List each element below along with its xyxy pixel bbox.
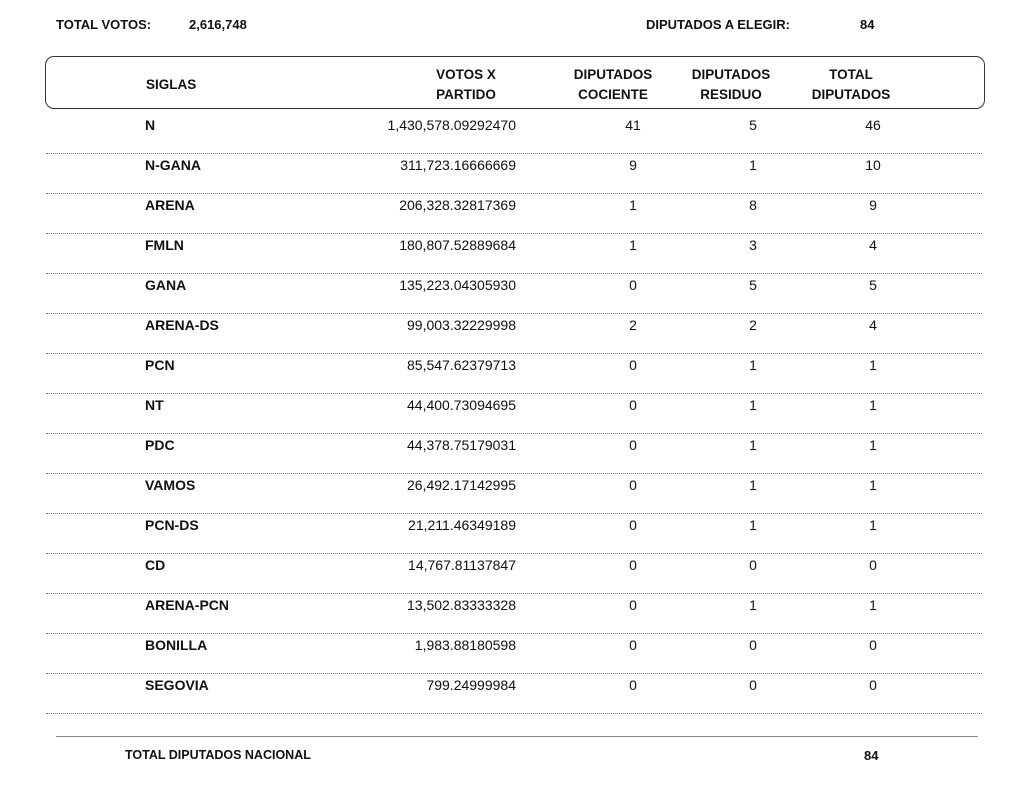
- table-row: [0, 235, 1014, 275]
- diputados-residuo: 1: [749, 477, 757, 493]
- party-sigla: ARENA: [145, 197, 195, 213]
- diputados-residuo: 1: [749, 397, 757, 413]
- header-diputados-cociente: DIPUTADOS COCIENTE: [573, 67, 653, 102]
- diputados-cociente: 0: [629, 677, 637, 693]
- table-row: [0, 275, 1014, 315]
- table-row: [0, 475, 1014, 515]
- table-row: [0, 195, 1014, 235]
- votos-partido: 44,378.75179031: [407, 437, 516, 453]
- table-row: [0, 155, 1014, 195]
- table-row: [0, 515, 1014, 555]
- table-row: [0, 315, 1014, 355]
- diputados-cociente: 41: [625, 117, 641, 133]
- votos-partido: 13,502.83333328: [407, 597, 516, 613]
- total-diputados: 46: [865, 117, 881, 133]
- party-sigla: PDC: [145, 437, 175, 453]
- votos-partido: 1,983.88180598: [414, 637, 516, 653]
- diputados-residuo: 0: [749, 677, 757, 693]
- party-sigla: ARENA-PCN: [145, 597, 229, 613]
- diputados-residuo: 5: [749, 117, 757, 133]
- party-sigla: BONILLA: [145, 637, 208, 653]
- total-diputados: 1: [869, 597, 877, 613]
- party-sigla: ARENA-DS: [145, 317, 219, 333]
- total-diputados: 1: [869, 437, 877, 453]
- diputados-residuo: 1: [749, 517, 757, 533]
- total-diputados: 4: [869, 317, 877, 333]
- diputados-residuo: 8: [749, 197, 757, 213]
- total-diputados: 1: [869, 357, 877, 373]
- table-row: [0, 555, 1014, 595]
- table-row: [0, 675, 1014, 715]
- diputados-residuo: 0: [749, 637, 757, 653]
- diputados-residuo: 3: [749, 237, 757, 253]
- diputados-elegir-label: DIPUTADOS A ELEGIR:: [646, 17, 790, 32]
- party-sigla: CD: [145, 557, 166, 573]
- party-sigla: N-GANA: [145, 157, 201, 173]
- party-sigla: N: [145, 117, 156, 133]
- diputados-elegir-value: 84: [860, 17, 875, 32]
- diputados-residuo: 1: [749, 597, 757, 613]
- diputados-residuo: 1: [749, 157, 757, 173]
- diputados-cociente: 0: [629, 637, 637, 653]
- header-siglas: SIGLAS: [146, 77, 197, 92]
- diputados-residuo: 1: [749, 357, 757, 373]
- party-sigla: GANA: [145, 277, 187, 293]
- header-votos-partido: VOTOS X PARTIDO: [436, 67, 496, 102]
- party-sigla: PCN-DS: [145, 517, 199, 533]
- votos-partido: 311,723.16666669: [400, 157, 516, 173]
- total-diputados: 4: [869, 237, 877, 253]
- diputados-cociente: 0: [629, 357, 637, 373]
- diputados-cociente: 2: [629, 317, 637, 333]
- table-row: [0, 635, 1014, 675]
- diputados-cociente: 0: [629, 437, 637, 453]
- votos-partido: 44,400.73094695: [407, 397, 516, 413]
- footer-divider: [56, 736, 978, 737]
- table-header: [45, 56, 985, 109]
- party-sigla: VAMOS: [145, 477, 196, 493]
- diputados-cociente: 1: [629, 197, 637, 213]
- total-diputados: 0: [869, 637, 877, 653]
- votos-partido: 99,003.32229998: [407, 317, 516, 333]
- votos-partido: 26,492.17142995: [407, 477, 516, 493]
- votos-partido: 180,807.52889684: [399, 237, 516, 253]
- party-sigla: FMLN: [145, 237, 184, 253]
- summary-bar: [0, 17, 1014, 37]
- votos-partido: 21,211.46349189: [408, 517, 516, 533]
- total-diputados: 1: [869, 477, 877, 493]
- table-body: [0, 115, 1014, 715]
- total-votos-value: 2,616,748: [189, 17, 247, 32]
- party-sigla: NT: [145, 397, 164, 413]
- diputados-cociente: 9: [629, 157, 637, 173]
- table-row: [0, 435, 1014, 475]
- diputados-cociente: 1: [629, 237, 637, 253]
- diputados-residuo: 1: [749, 437, 757, 453]
- diputados-cociente: 0: [629, 517, 637, 533]
- total-diputados: 1: [869, 397, 877, 413]
- total-diputados: 0: [869, 557, 877, 573]
- table-row: [0, 595, 1014, 635]
- diputados-cociente: 0: [629, 397, 637, 413]
- total-diputados: 10: [865, 157, 881, 173]
- total-diputados-nacional-value: 84: [864, 748, 879, 763]
- header-diputados-residuo: DIPUTADOS RESIDUO: [691, 67, 771, 102]
- party-sigla: PCN: [145, 357, 175, 373]
- total-votos-label: TOTAL VOTOS:: [56, 17, 152, 32]
- total-diputados: 1: [869, 517, 877, 533]
- diputados-residuo: 2: [749, 317, 757, 333]
- table-row: [0, 355, 1014, 395]
- votos-partido: 1,430,578.09292470: [387, 117, 516, 133]
- diputados-residuo: 0: [749, 557, 757, 573]
- votos-partido: 799.24999984: [426, 677, 516, 693]
- table-row: [0, 115, 1014, 155]
- votos-partido: 206,328.32817369: [399, 197, 516, 213]
- total-diputados: 9: [869, 197, 877, 213]
- diputados-cociente: 0: [629, 597, 637, 613]
- votos-partido: 135,223.04305930: [399, 277, 516, 293]
- header-total-diputados: TOTAL DIPUTADOS: [811, 67, 891, 102]
- total-diputados: 5: [869, 277, 877, 293]
- diputados-cociente: 0: [629, 277, 637, 293]
- party-sigla: SEGOVIA: [145, 677, 209, 693]
- votos-partido: 14,767.81137847: [408, 557, 516, 573]
- votos-partido: 85,547.62379713: [407, 357, 516, 373]
- total-diputados: 0: [869, 677, 877, 693]
- diputados-cociente: 0: [629, 557, 637, 573]
- total-diputados-nacional-label: TOTAL DIPUTADOS NACIONAL: [125, 748, 311, 762]
- table-row: [0, 395, 1014, 435]
- diputados-residuo: 5: [749, 277, 757, 293]
- diputados-cociente: 0: [629, 477, 637, 493]
